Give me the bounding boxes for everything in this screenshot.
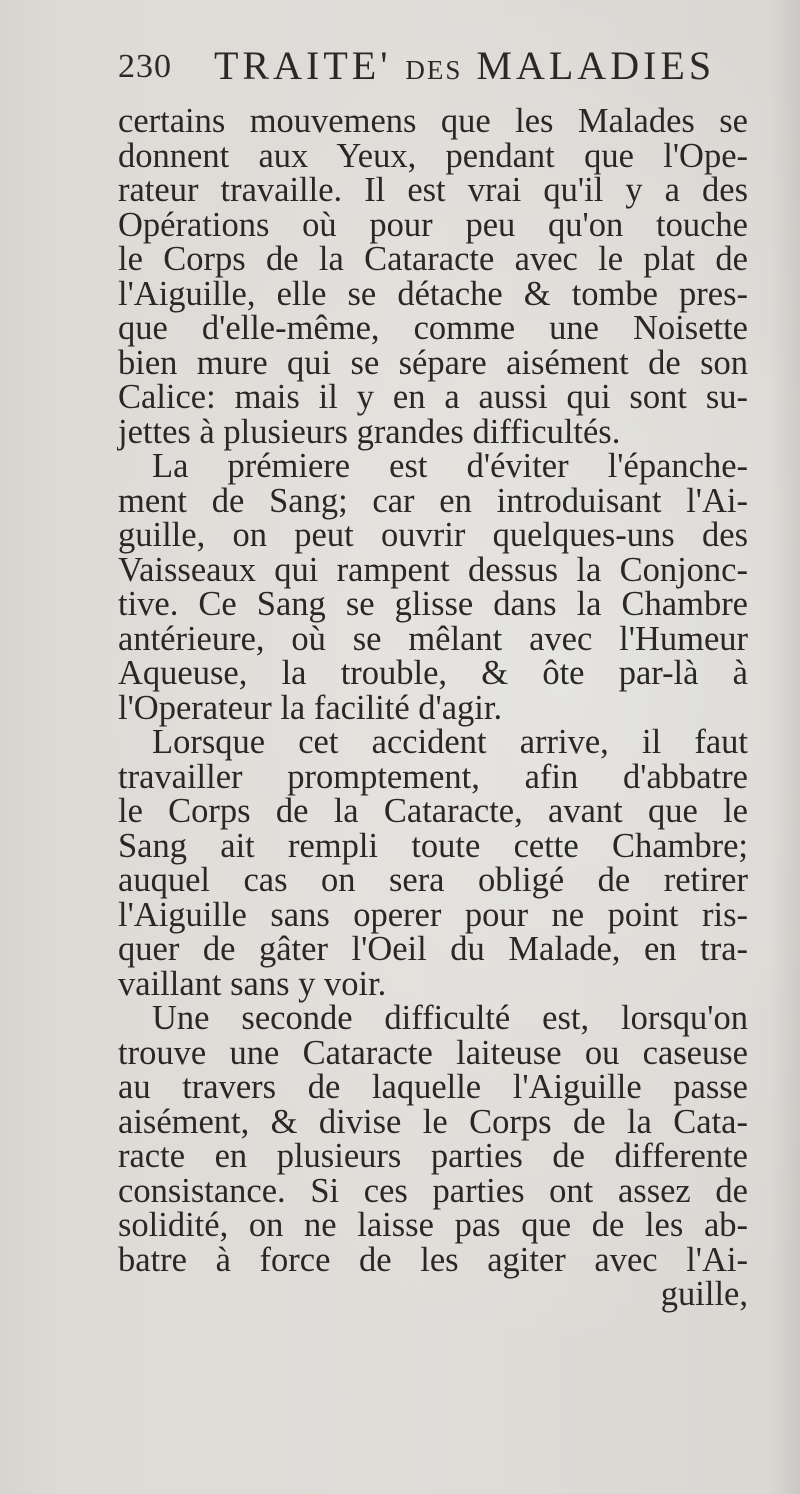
text-line: quer de gâter l'Oeil du Malade, en tra- — [118, 930, 748, 968]
text-line: travailler promptement, afin d'abbatre — [118, 757, 748, 796]
text-line: vaillant sans y voir. — [118, 964, 387, 1003]
text-line: bien mure qui se sépare aisément de son — [118, 343, 748, 382]
text-line: guille, on peut ouvrir quelques-uns des — [118, 516, 748, 554]
text-line: que d'elle-même, comme une Noisette — [118, 309, 748, 347]
text-line: au travers de laquelle l'Aiguille passe — [118, 1068, 748, 1106]
page-number: 230 — [118, 48, 172, 85]
catchword: guille, — [660, 1275, 748, 1313]
text-line: certains mouvemens que les Malades se — [118, 102, 748, 140]
text-line: batre à force de les agiter avec l'Ai- — [118, 1240, 748, 1279]
text-line: auquel cas on sera obligé de retirer — [118, 861, 748, 899]
running-title — [214, 42, 715, 89]
text-line: Lorsque cet accident arrive, il faut — [152, 723, 748, 761]
text-line: antérieure, où se mêlant avec l'Humeur — [118, 619, 748, 658]
text-line: le Corps de la Cataracte, avant que le — [118, 792, 748, 830]
text-line: solidité, on ne laisse pas que de les ab- — [118, 1206, 748, 1244]
text-line: consistance. Si ces parties ont assez de — [118, 1171, 748, 1210]
text-line: Sang ait rempli toute cette Chambre; — [118, 826, 748, 865]
text-line: l'Aiguille, elle se détache & tombe pres- — [118, 274, 748, 313]
text-line: aisément, & divise le Corps de la Cata- — [118, 1102, 748, 1141]
text-line: rateur travaille. Il est vrai qu'il y a des — [118, 171, 748, 209]
text-line: trouve une Cataracte laiteuse ou caseuse — [118, 1033, 748, 1072]
text-line: tive. Ce Sang se glisse dans la Chambre — [118, 585, 748, 623]
text-line: l'Operateur la facilité d'agir. — [118, 688, 503, 727]
text-line: racte en plusieurs parties de differente — [118, 1137, 748, 1175]
body-text — [118, 104, 748, 1312]
text-line: le Corps de la Cataracte avec le plat de — [118, 240, 748, 278]
text-line: Calice: mais il y en a aussi qui sont su- — [118, 378, 748, 416]
running-header — [118, 38, 718, 88]
running-title-small: DES — [405, 55, 463, 85]
text-line: Aqueuse, la trouble, & ôte par-là à — [118, 654, 748, 692]
text-line: l'Aiguille sans operer pour ne point ris- — [118, 895, 748, 934]
text-line: ment de Sang; car en introduisant l'Ai- — [118, 481, 748, 520]
text-line: Vaisseaux qui rampent dessus la Conjonc- — [118, 550, 748, 589]
text-line: Une seconde difficulté est, lorsqu'on — [152, 999, 748, 1037]
text-line: Opérations où pour peu qu'on touche — [118, 205, 748, 244]
page-edge-shadow — [770, 0, 800, 1494]
text-line: La prémiere est d'éviter l'épanche- — [152, 447, 748, 485]
text-line: donnent aux Yeux, pendant que l'Ope- — [118, 136, 748, 175]
running-title-part-2: MALADIES — [476, 43, 716, 88]
running-title-part-1: TRAITE' — [214, 43, 392, 88]
text-line: jettes à plusieurs grandes difficultés. — [118, 412, 621, 451]
